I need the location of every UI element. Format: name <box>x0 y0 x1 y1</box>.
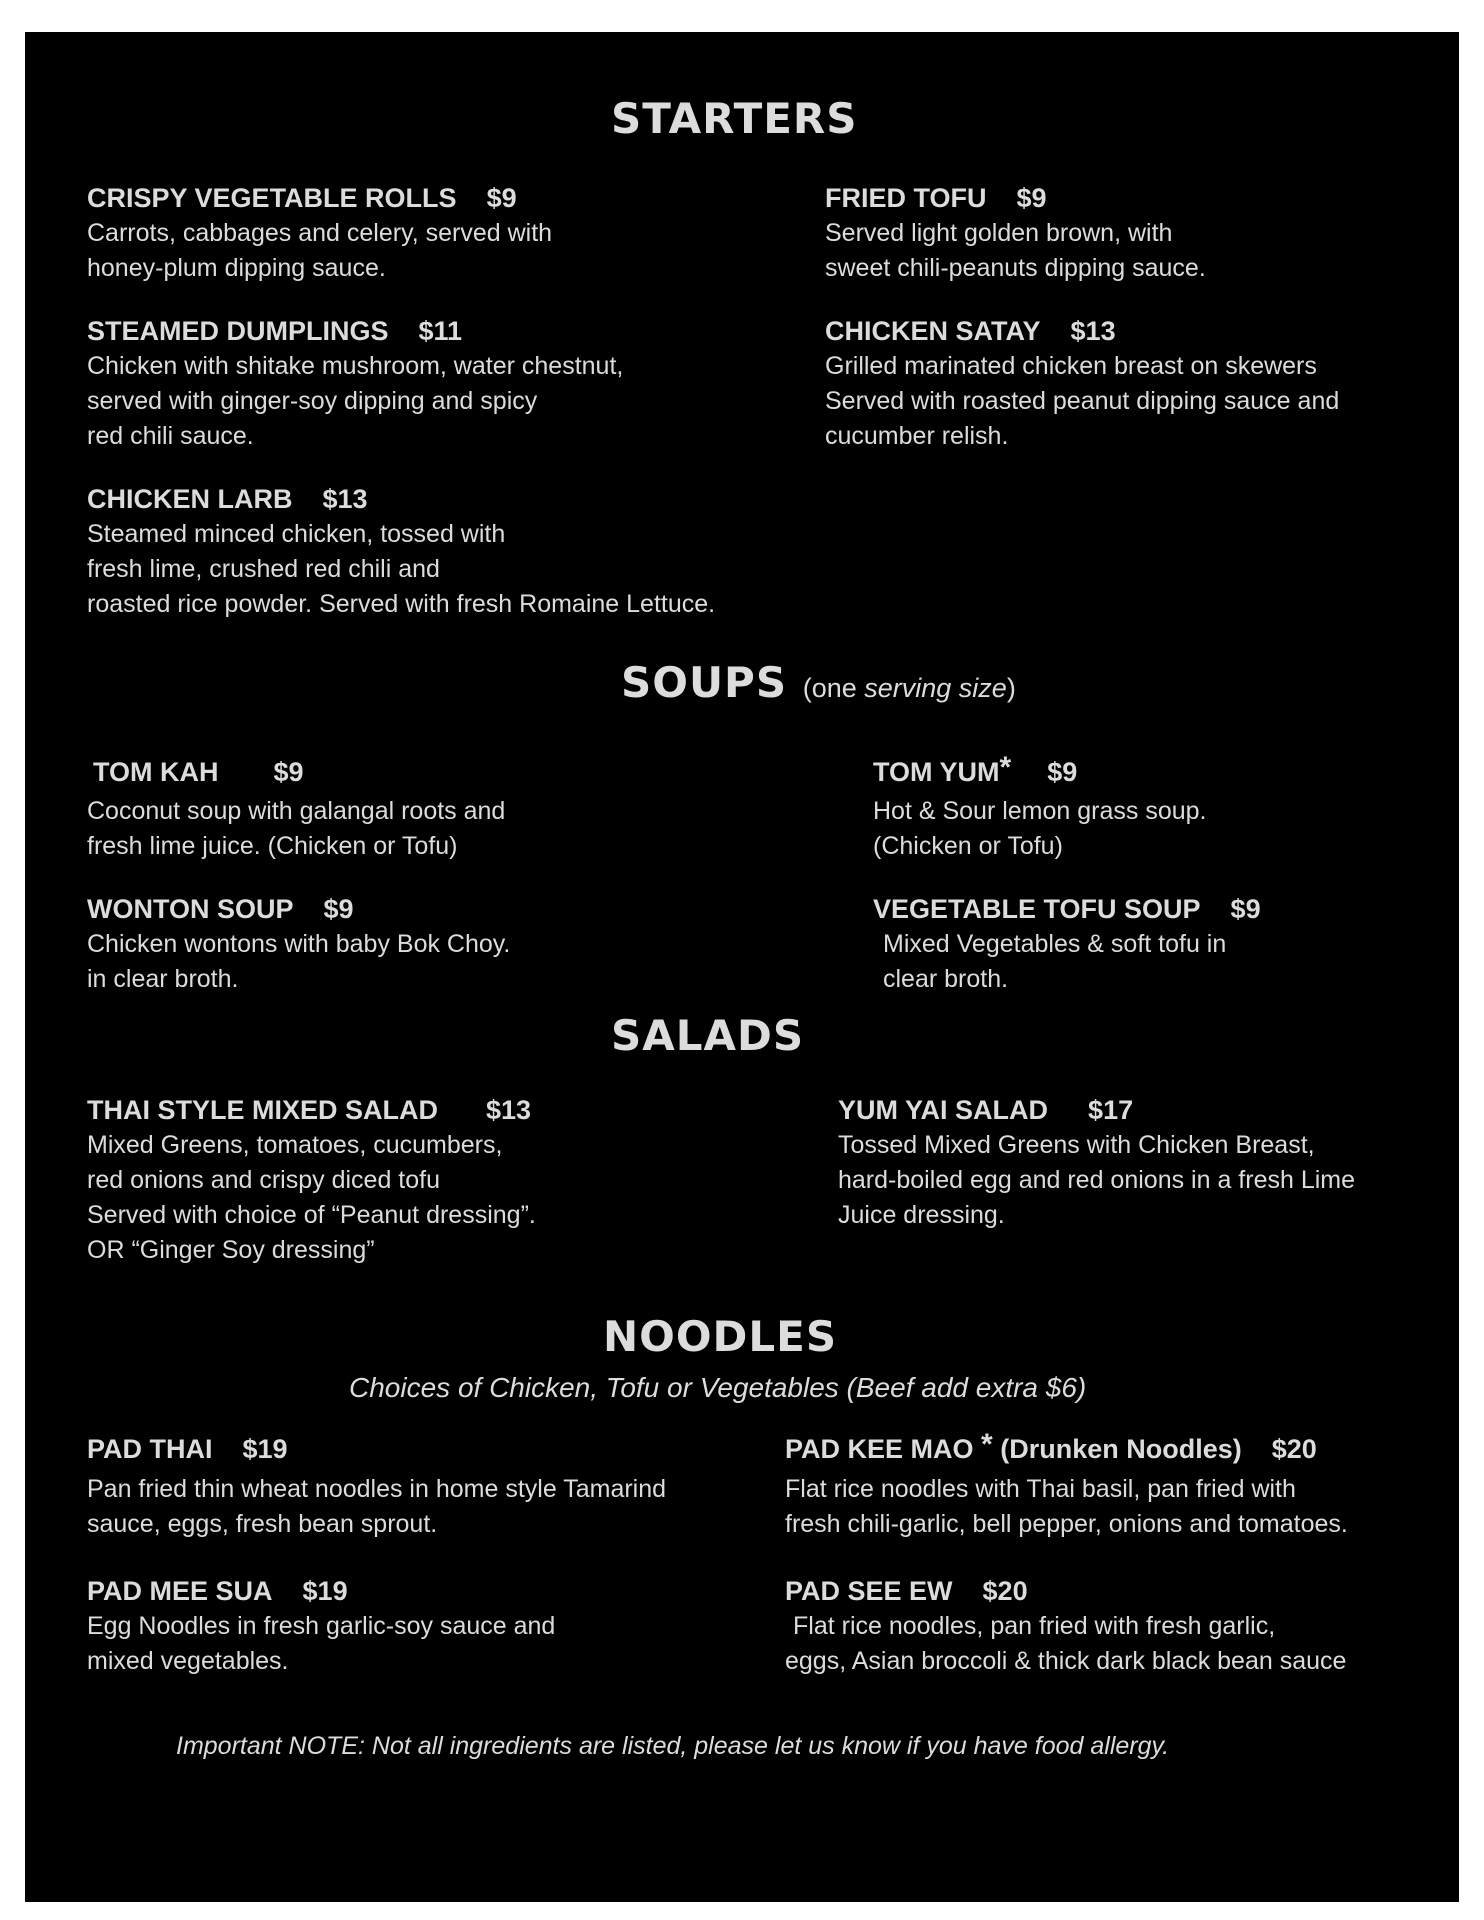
menu-item-tom-yum <box>873 751 1207 864</box>
menu-item-crispy-vegetable-rolls <box>87 180 552 286</box>
item-description: Served light golden brown, with sweet chili-peanuts dipping sauce. <box>825 219 1206 282</box>
item-name: THAI STYLE MIXED SALAD <box>87 1095 439 1125</box>
item-description: Mixed Greens, tomatoes, cucumbers, red onions and crispy diced tofu Served with choice of “Peanut dressing”. OR “Ginger Soy dressing” <box>87 1131 536 1264</box>
item-name: PAD KEE MAO <box>785 1434 974 1464</box>
item-name: WONTON SOUP <box>87 894 294 924</box>
item-name: CRISPY VEGETABLE ROLLS <box>87 183 457 213</box>
menu-item-vegetable-tofu-soup <box>873 891 1261 997</box>
item-price: $19 <box>242 1434 288 1464</box>
serving-size-note: (one serving size) <box>802 673 1016 703</box>
menu-item-tom-kah <box>87 754 506 864</box>
item-name: PAD THAI <box>87 1434 213 1464</box>
item-price: $17 <box>1088 1095 1134 1125</box>
item-description: Hot & Sour lemon grass soup. (Chicken or Tofu) <box>873 797 1207 860</box>
section-heading-noodles: NOODLES <box>603 1312 838 1361</box>
item-price: $9 <box>486 183 517 213</box>
item-price: $9 <box>1230 894 1261 924</box>
section-heading-salads: SALADS <box>611 1011 805 1060</box>
item-name: CHICKEN SATAY <box>825 316 1041 346</box>
item-name: PAD SEE EW <box>785 1576 953 1606</box>
item-name: TOM KAH <box>93 757 219 787</box>
noodles-protein-choices: Choices of Chicken, Tofu or Vegetables (Beef add extra $6) <box>349 1372 1087 1403</box>
menu-item-steamed-dumplings <box>87 313 623 454</box>
spicy-marker: * <box>999 751 1012 784</box>
item-description: Steamed minced chicken, tossed with fresh lime, crushed red chili and roasted rice powder. Served with fresh Romaine Lettuce. <box>87 520 716 618</box>
item-description: Flat rice noodles with Thai basil, pan fried with fresh chili-garlic, bell pepper, onions and tomatoes. <box>785 1475 1348 1538</box>
item-description: Mixed Vegetables & soft tofu in clear broth. <box>883 930 1227 993</box>
item-description: Egg Noodles in fresh garlic-soy sauce and mixed vegetables. <box>87 1612 556 1675</box>
menu-item-pad-see-ew <box>785 1573 1346 1679</box>
menu-item-thai-style-mixed-salad <box>87 1092 536 1268</box>
item-price: $13 <box>1070 316 1116 346</box>
item-price: $9 <box>1047 757 1078 787</box>
item-description: Chicken with shitake mushroom, water chestnut, served with ginger-soy dipping and spicy red chili sauce. <box>87 352 624 450</box>
menu-item-fried-tofu <box>825 180 1206 286</box>
item-description: Pan fried thin wheat noodles in home style Tamarind sauce, eggs, fresh bean sprout. <box>87 1475 667 1538</box>
section-heading-soups: SOUPS (one serving size) <box>621 658 1016 707</box>
item-description: Chicken wontons with baby Bok Choy. in clear broth. <box>87 930 511 993</box>
item-price: $11 <box>418 316 463 346</box>
item-name: STEAMED DUMPLINGS <box>87 316 389 346</box>
item-name: YUM YAI SALAD <box>838 1095 1049 1125</box>
menu-item-yum-yai-salad <box>838 1092 1355 1233</box>
menu-item-wonton-soup <box>87 891 510 997</box>
menu-item-chicken-larb <box>87 481 715 622</box>
item-price: $20 <box>982 1576 1028 1606</box>
item-price: $19 <box>302 1576 348 1606</box>
menu-item-pad-thai <box>87 1431 666 1542</box>
item-price: $9 <box>273 757 304 787</box>
item-name: CHICKEN LARB <box>87 484 293 514</box>
menu-item-pad-mee-sua <box>87 1573 555 1679</box>
item-price: $13 <box>486 1095 532 1125</box>
item-description: Grilled marinated chicken breast on skewers Served with roasted peanut dipping sauce and cucumber relish. <box>825 352 1340 450</box>
item-price: $13 <box>322 484 368 514</box>
spicy-marker: * <box>981 1428 993 1461</box>
menu-panel <box>25 32 1459 1902</box>
item-name: FRIED TOFU <box>825 183 987 213</box>
section-heading-starters: STARTERS <box>611 94 858 143</box>
item-description: Flat rice noodles, pan fried with fresh garlic, eggs, Asian broccoli & thick dark black bean sauce <box>785 1612 1347 1675</box>
item-price: $20 <box>1271 1434 1317 1464</box>
item-name: PAD MEE SUA <box>87 1576 273 1606</box>
item-description: Carrots, cabbages and celery, served with honey-plum dipping sauce. <box>87 219 553 282</box>
item-description: Tossed Mixed Greens with Chicken Breast, hard-boiled egg and red onions in a fresh Lime Juice dressing. <box>838 1131 1356 1229</box>
item-price: $9 <box>1016 183 1047 213</box>
item-name-suffix: (Drunken Noodles) <box>1000 1434 1242 1464</box>
allergy-note: Important NOTE: Not all ingredients are listed, please let us know if you have food allergy. <box>176 1732 1170 1760</box>
menu-item-pad-kee-mao <box>785 1428 1348 1542</box>
item-description: Coconut soup with galangal roots and fresh lime juice. (Chicken or Tofu) <box>87 797 506 860</box>
menu-item-chicken-satay <box>825 313 1339 454</box>
item-price: $9 <box>323 894 354 924</box>
item-name: VEGETABLE TOFU SOUP <box>873 894 1201 924</box>
item-name: TOM YUM <box>873 757 1000 787</box>
